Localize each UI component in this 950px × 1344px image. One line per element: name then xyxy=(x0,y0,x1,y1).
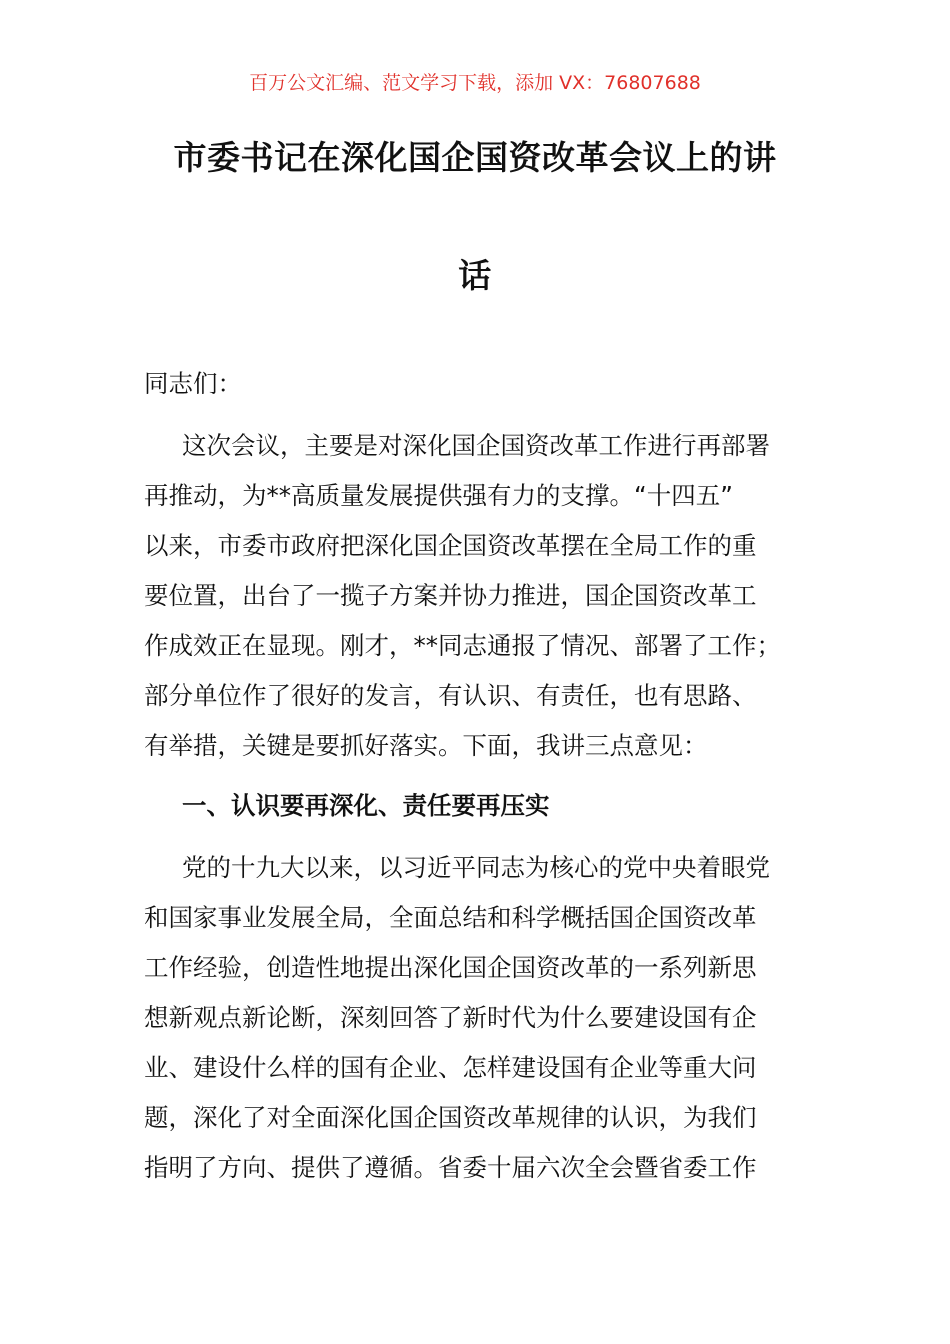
text-line: 有举措，关键是要抓好落实。下面，我讲三点意见： xyxy=(144,731,708,760)
section-heading: 一、认识要再深化、责任要再压实 xyxy=(182,791,550,820)
text-line: 工作经验，创造性地提出深化国企国资改革的一系列新思 xyxy=(144,953,757,982)
text-line: 要位置，出台了一揽子方案并协力推进，国企国资改革工 xyxy=(144,581,757,610)
text-line: 题，深化了对全面深化国企国资改革规律的认识，为我们 xyxy=(144,1103,757,1132)
text-line: 想新观点新论断，深刻回答了新时代为什么要建设国有企 xyxy=(144,1003,757,1032)
text-line: 党的十九大以来，以习近平同志为核心的党中央着眼党 xyxy=(182,853,770,882)
text-line: 作成效正在显现。刚才，**同志通报了情况、部署了工作； xyxy=(144,631,781,660)
document-title-line1: 市委书记在深化国企国资改革会议上的讲 xyxy=(173,138,777,177)
text-line: 再推动，为**高质量发展提供强有力的支撑。“十四五” xyxy=(144,481,733,510)
header-notice: 百万公文汇编、范文学习下载，添加 VX：76807688 xyxy=(249,72,701,94)
text-line: 业、建设什么样的国有企业、怎样建设国有企业等重大问 xyxy=(144,1053,757,1082)
document-title-line2: 话 xyxy=(458,256,492,295)
text-line: 这次会议，主要是对深化国企国资改革工作进行再部署 xyxy=(182,431,770,460)
text-line: 指明了方向、提供了遵循。省委十届六次全会暨省委工作 xyxy=(144,1153,757,1182)
text-line: 和国家事业发展全局，全面总结和科学概括国企国资改革 xyxy=(144,903,757,932)
salutation: 同志们： xyxy=(144,369,242,398)
text-line: 部分单位作了很好的发言，有认识、有责任，也有思路、 xyxy=(144,681,757,710)
text-line: 以来，市委市政府把深化国企国资改革摆在全局工作的重 xyxy=(144,531,757,560)
